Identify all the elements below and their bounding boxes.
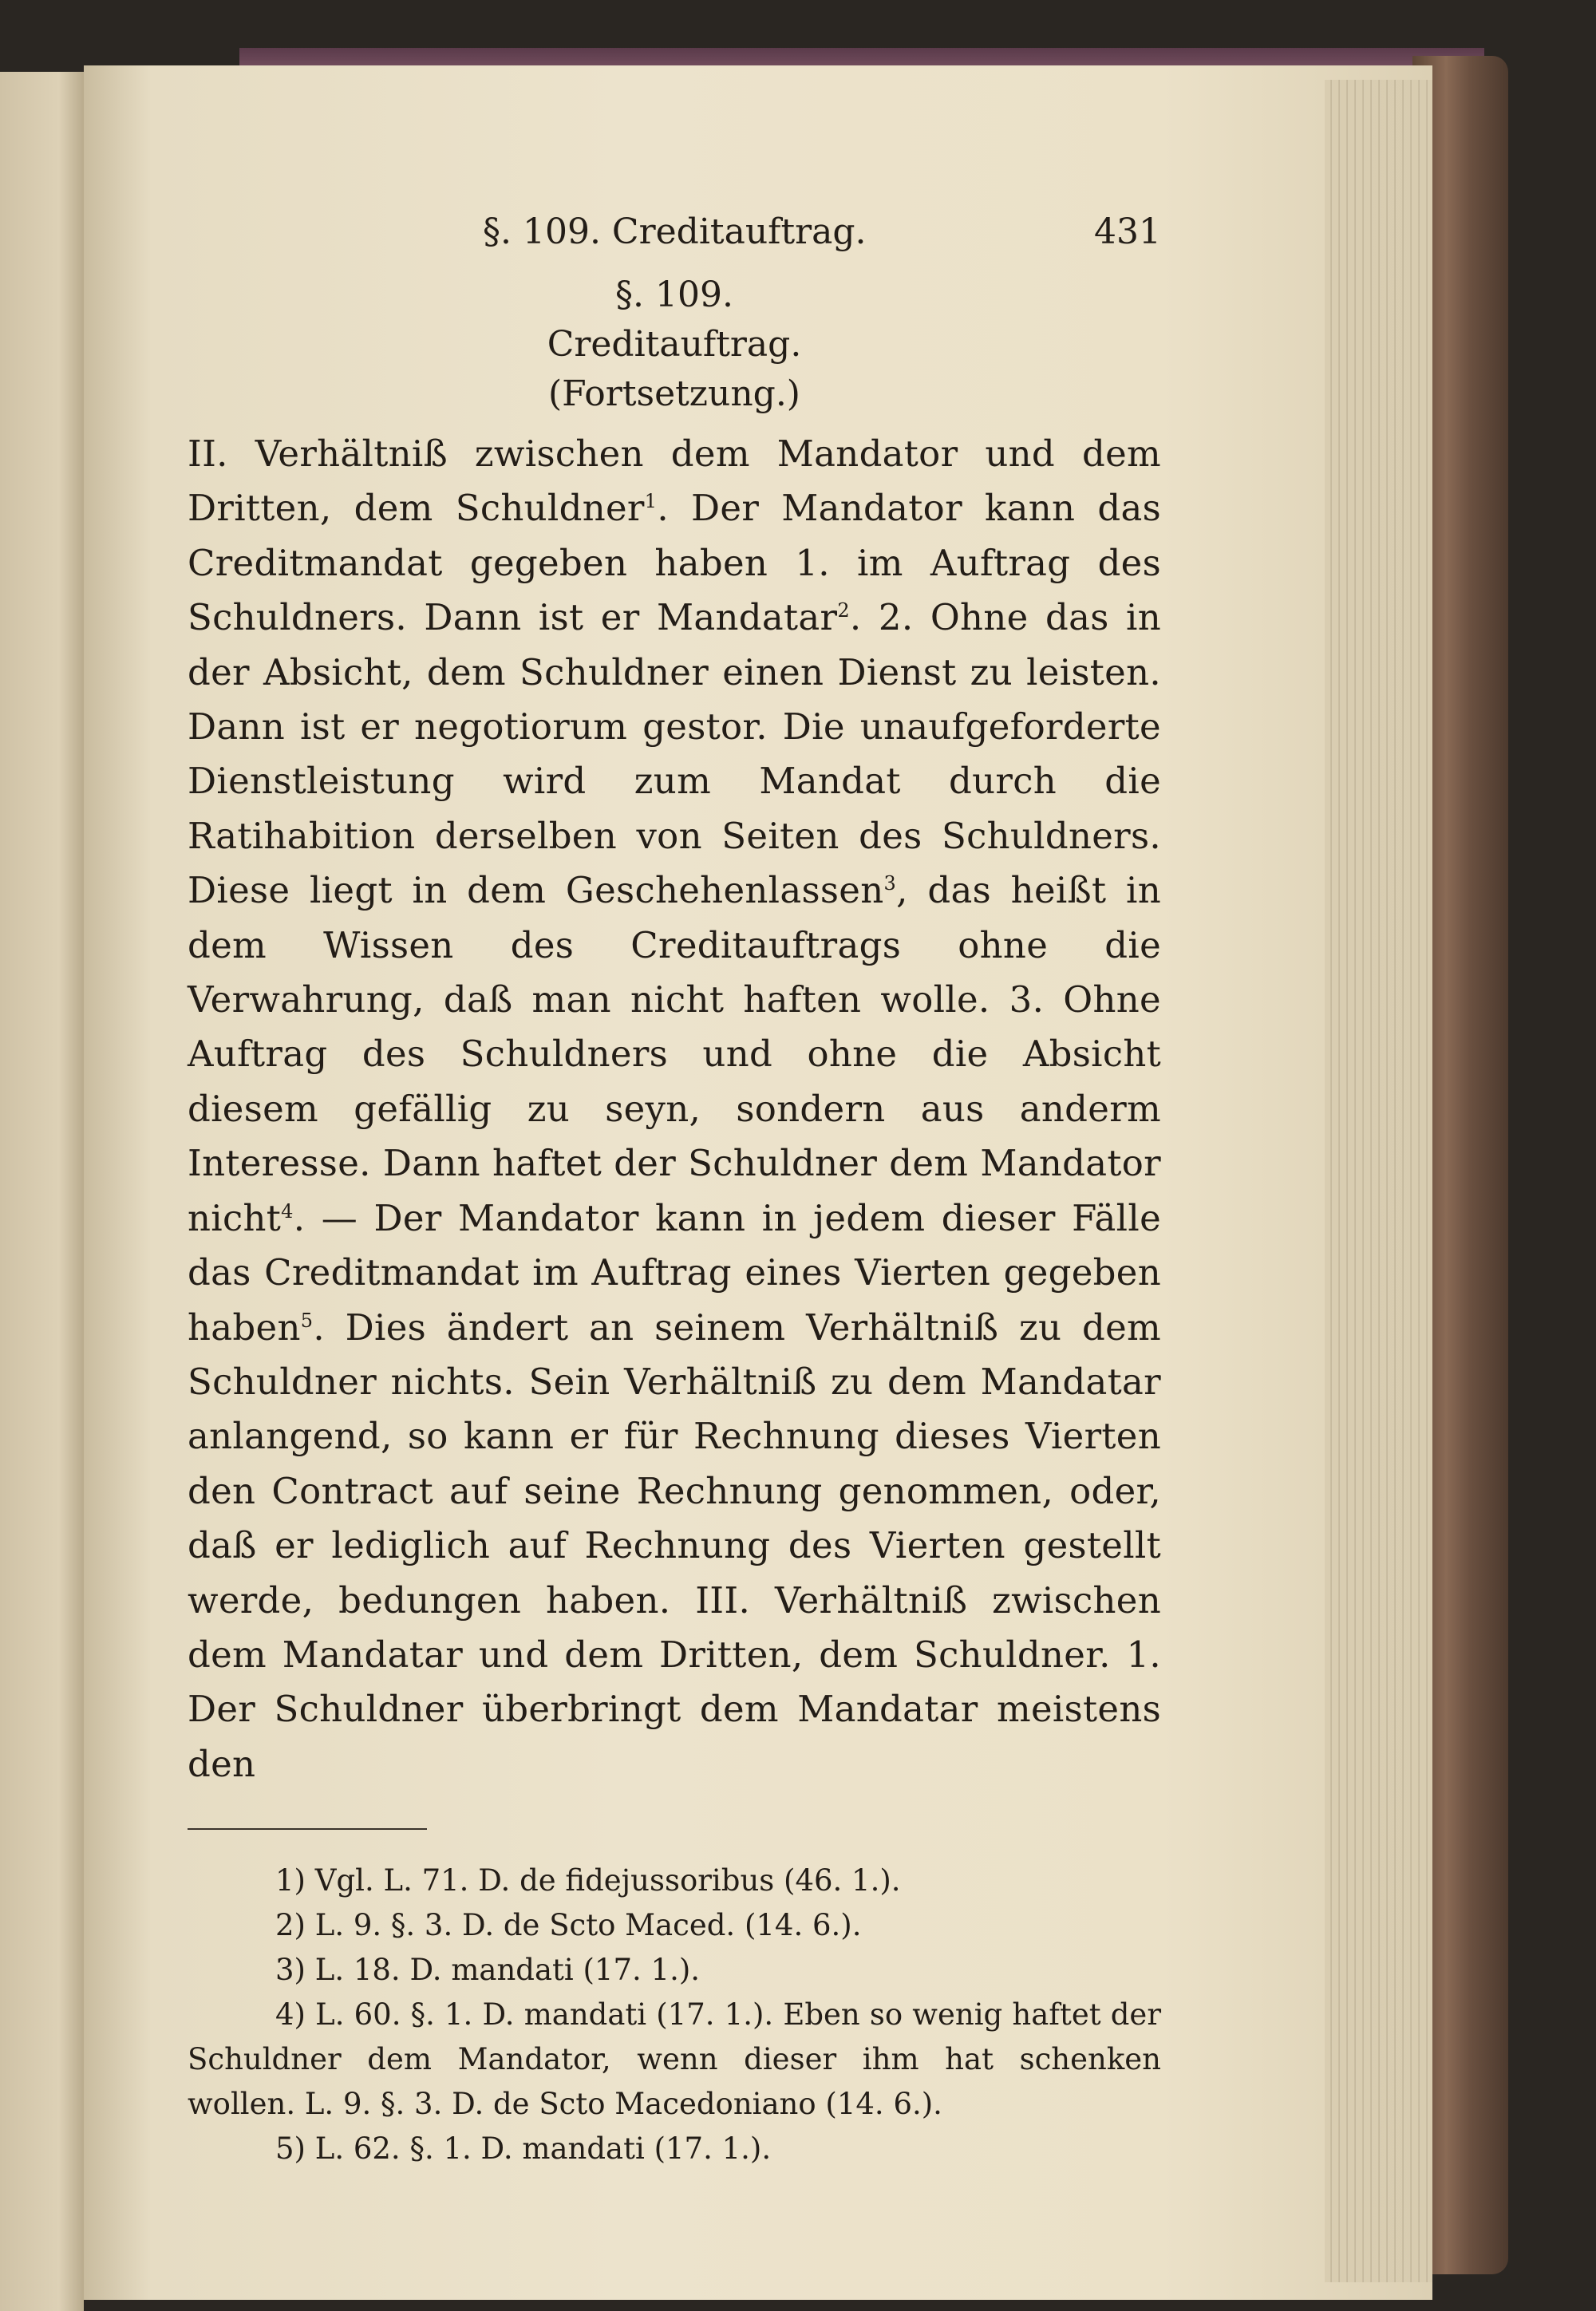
body-text-a: II. Verhältniß zwischen dem Mandator und dem Dritten, dem Schuldner — [188, 433, 1161, 530]
body-paragraph — [188, 427, 1161, 1792]
page-edges — [1325, 80, 1432, 2282]
footnote-ref: 1 — [644, 490, 658, 513]
page-content — [188, 203, 1161, 2171]
footnote-mark: 5) — [275, 2131, 306, 2167]
body-text-d: , das heißt in dem Wissen des Creditauftrags ohne die Verwahrung, daß man nicht haften wolle. 3. Ohne Auftrag des Schuldners und ohne die Absicht diesem gefällig zu seyn, sondern aus anderm Interesse. Dann haftet der Schuldner dem Mandator nicht — [188, 869, 1161, 1239]
page-number: 431 — [1094, 211, 1161, 252]
running-head-title: §. 109. Creditauftrag. — [483, 211, 867, 252]
running-head — [188, 203, 1161, 267]
footnote-mark: 4) — [275, 1997, 306, 2032]
body-text-e: . — Der Mandator kann in jedem dieser Fälle das Creditmandat im Auftrag eines Vierten gegeben haben — [188, 1196, 1161, 1349]
footnote-text: L. 62. §. 1. D. mandati (17. 1.). — [314, 2131, 772, 2167]
footnote — [188, 1859, 1161, 1903]
footnotes — [188, 1859, 1161, 2171]
footnote-ref: 5 — [300, 1309, 314, 1332]
footnote-mark: 3) — [275, 1953, 306, 1988]
footnote — [188, 1903, 1161, 1948]
footnote-text: L. 9. §. 3. D. de Scto Maced. (14. 6.). — [314, 1908, 862, 1943]
footnote — [188, 1948, 1161, 1993]
section-subtitle: (Fortsetzung.) — [548, 373, 800, 414]
footnote-mark: 1) — [275, 1863, 306, 1898]
footnote — [188, 1993, 1161, 2127]
body-text-f: . Dies ändert an seinem Verhältniß zu dem Schuldner nichts. Sein Verhältniß zu dem Mandatar anlangend, so kann er für Rechnung dieses Vierten den Contract auf seine Rechnung genommen, oder, daß er lediglich auf Rechnung des Vierten gestellt werde, bedungen haben. III. Verhältniß zwischen dem Mandatar und dem Dritten, dem Schuldner. 1. Der Schuldner überbringt dem Mandatar meistens den — [188, 1306, 1161, 1785]
footnote — [188, 2127, 1161, 2171]
footnote-ref: 4 — [281, 1199, 294, 1223]
footnote-ref: 2 — [837, 599, 850, 622]
footnote-rule — [188, 1828, 427, 1830]
footnote-text: Vgl. L. 71. D. de fidejussoribus (46. 1.). — [314, 1863, 901, 1898]
footnote-ref: 3 — [883, 872, 897, 895]
body-text-c: . 2. Ohne das in der Absicht, dem Schuldner einen Dienst zu leisten. Dann ist er negotiorum gestor. Die unaufgeforderte Dienstleistung wird zum Mandat durch die Ratihabition derselben von Seiten des Schuldners. Diese liegt in dem Geschehenlassen — [188, 596, 1161, 912]
footnote-mark: 2) — [275, 1908, 306, 1943]
section-title: Creditauftrag. — [547, 324, 802, 365]
footnote-text: L. 18. D. mandati (17. 1.). — [314, 1953, 701, 1988]
footnote-text: L. 60. §. 1. D. mandati (17. 1.). Eben so wenig haftet der Schuldner dem Mandator, wenn dieser ihm hat schenken wollen. L. 9. §. 3. D. de Scto Macedoniano (14. 6.). — [188, 1997, 1162, 2122]
body-text-b: . Der Mandator kann das Creditmandat gegeben haben 1. im Auftrag des Schuldners. Dann ist er Mandatar — [188, 487, 1162, 639]
left-page-edge — [0, 72, 84, 2311]
section-number: §. 109. — [615, 275, 733, 315]
